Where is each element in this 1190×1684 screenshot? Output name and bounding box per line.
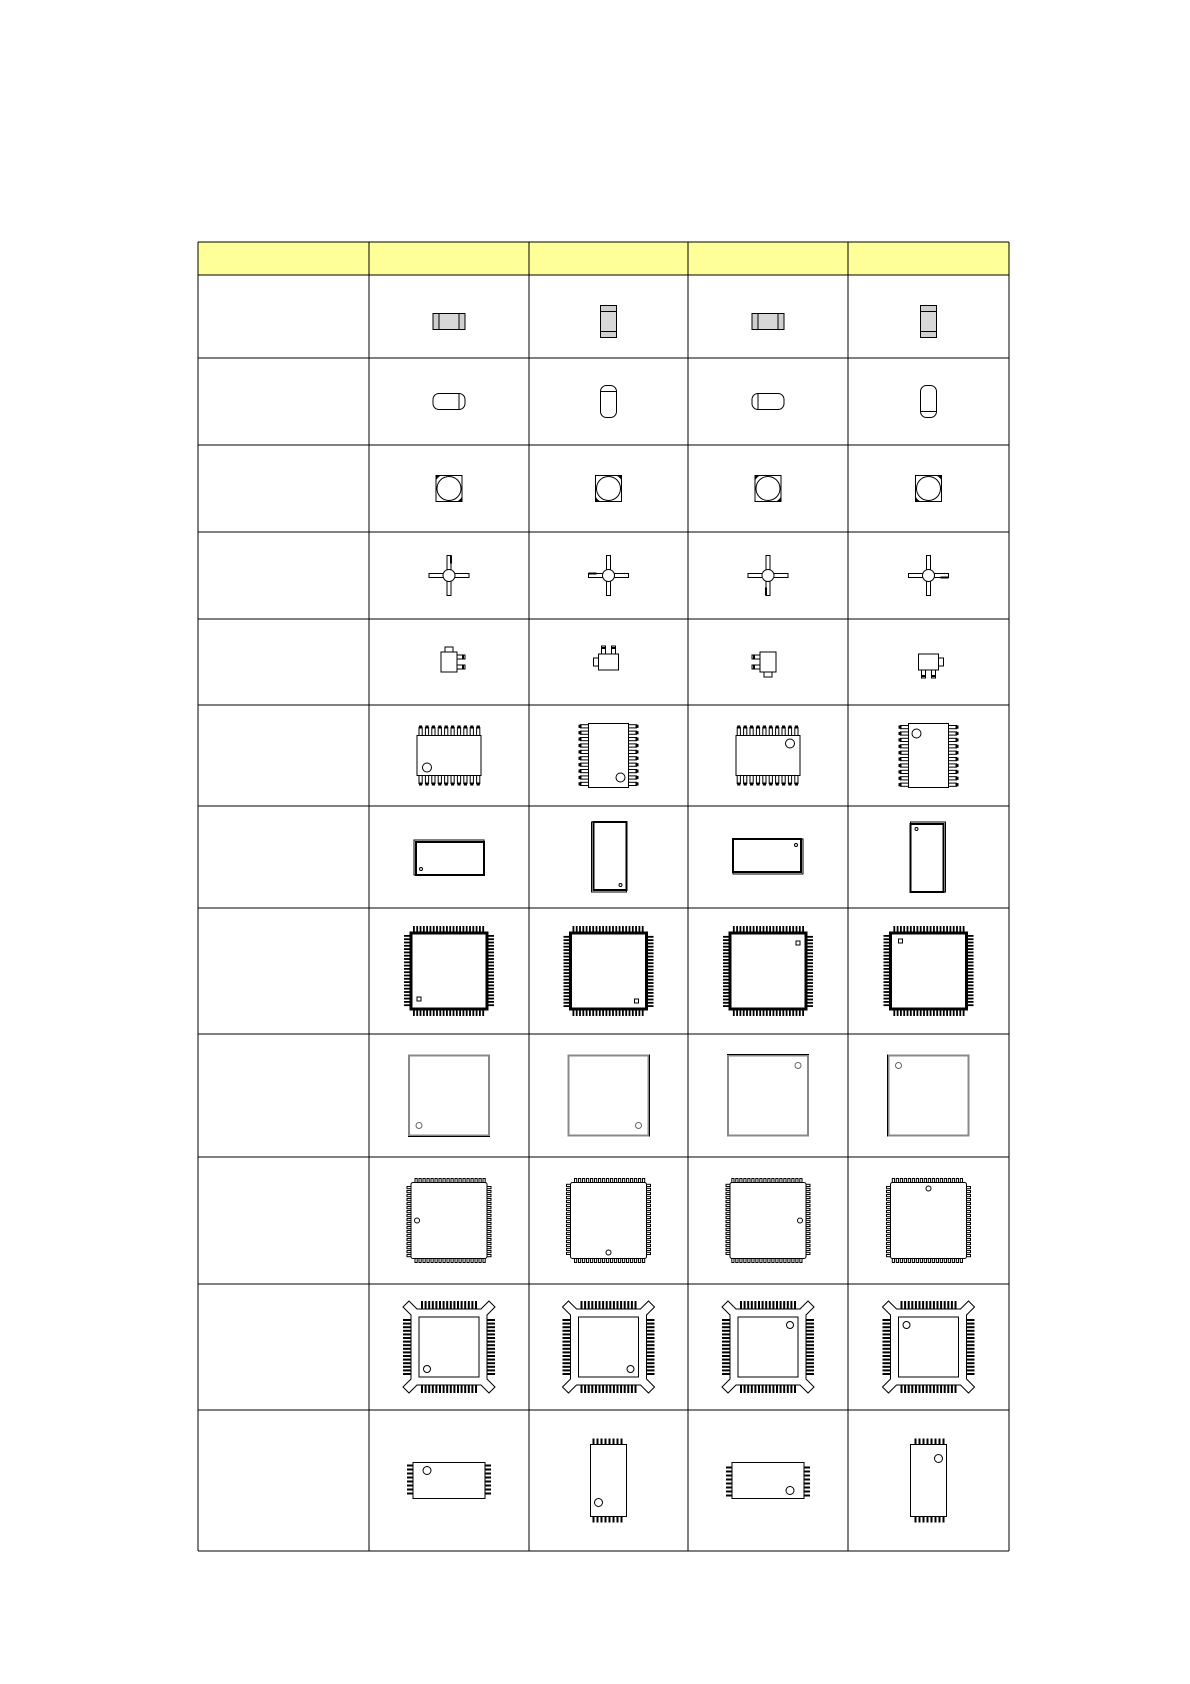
sot-package-icon	[919, 654, 944, 678]
round-square-package-icon	[596, 476, 622, 502]
rect-module-package-icon	[733, 839, 803, 874]
qfp-dense-package-icon	[884, 926, 974, 1016]
qfp-cornered-package-icon	[403, 1301, 495, 1393]
plcc-package-icon	[887, 1179, 971, 1263]
qfp-cornered-package-icon	[722, 1301, 814, 1393]
header-row	[198, 242, 1009, 275]
rect-module-package-icon	[414, 840, 484, 875]
bga-square-package-icon	[408, 1056, 490, 1137]
chip-package-icon	[433, 314, 465, 330]
table-row	[433, 386, 937, 418]
table-row	[404, 926, 974, 1016]
sot-package-icon	[752, 652, 776, 677]
round-square-package-icon	[916, 476, 942, 502]
table-row	[407, 1439, 947, 1523]
round-square-package-icon	[755, 476, 781, 502]
cross-4-lead-package-icon	[909, 556, 949, 596]
melf-package-icon	[433, 394, 465, 410]
table-row	[407, 1179, 971, 1263]
table-row	[441, 646, 944, 678]
qfp-dense-package-icon	[723, 926, 813, 1016]
plcc-package-icon	[726, 1179, 810, 1263]
bga-square-package-icon	[727, 1055, 809, 1136]
soic-package-icon	[417, 726, 481, 786]
bga-square-package-icon	[569, 1055, 650, 1137]
cross-4-lead-package-icon	[429, 556, 469, 596]
qfp-dense-package-icon	[564, 926, 654, 1016]
round-square-package-icon	[436, 476, 462, 502]
qfp-cornered-package-icon	[563, 1301, 655, 1393]
rect-module-package-icon	[911, 822, 946, 892]
cross-4-lead-package-icon	[748, 556, 788, 596]
chip-package-icon	[921, 306, 937, 338]
tsop-package-icon	[591, 1439, 627, 1523]
soic-package-icon	[736, 726, 800, 786]
table-body	[403, 306, 975, 1523]
chip-package-icon	[601, 306, 617, 338]
melf-package-icon	[752, 394, 784, 410]
table-row	[403, 1301, 975, 1393]
bga-square-package-icon	[888, 1055, 969, 1137]
table-row	[436, 476, 942, 502]
plcc-package-icon	[567, 1179, 651, 1263]
cross-4-lead-package-icon	[589, 556, 629, 596]
rect-module-package-icon	[592, 822, 627, 892]
qfp-cornered-package-icon	[883, 1301, 975, 1393]
sot-package-icon	[594, 646, 619, 670]
melf-package-icon	[601, 386, 617, 418]
plcc-package-icon	[407, 1179, 491, 1263]
qfp-dense-package-icon	[404, 926, 494, 1016]
melf-package-icon	[921, 386, 937, 418]
table-row	[429, 556, 949, 596]
soic-package-icon	[579, 724, 639, 788]
tsop-package-icon	[726, 1463, 810, 1499]
table-row	[433, 306, 937, 338]
tsop-package-icon	[407, 1463, 491, 1499]
sot-package-icon	[441, 647, 465, 672]
table-row	[414, 822, 946, 892]
tsop-package-icon	[911, 1439, 947, 1523]
soic-package-icon	[899, 724, 959, 788]
chip-package-icon	[752, 314, 784, 330]
